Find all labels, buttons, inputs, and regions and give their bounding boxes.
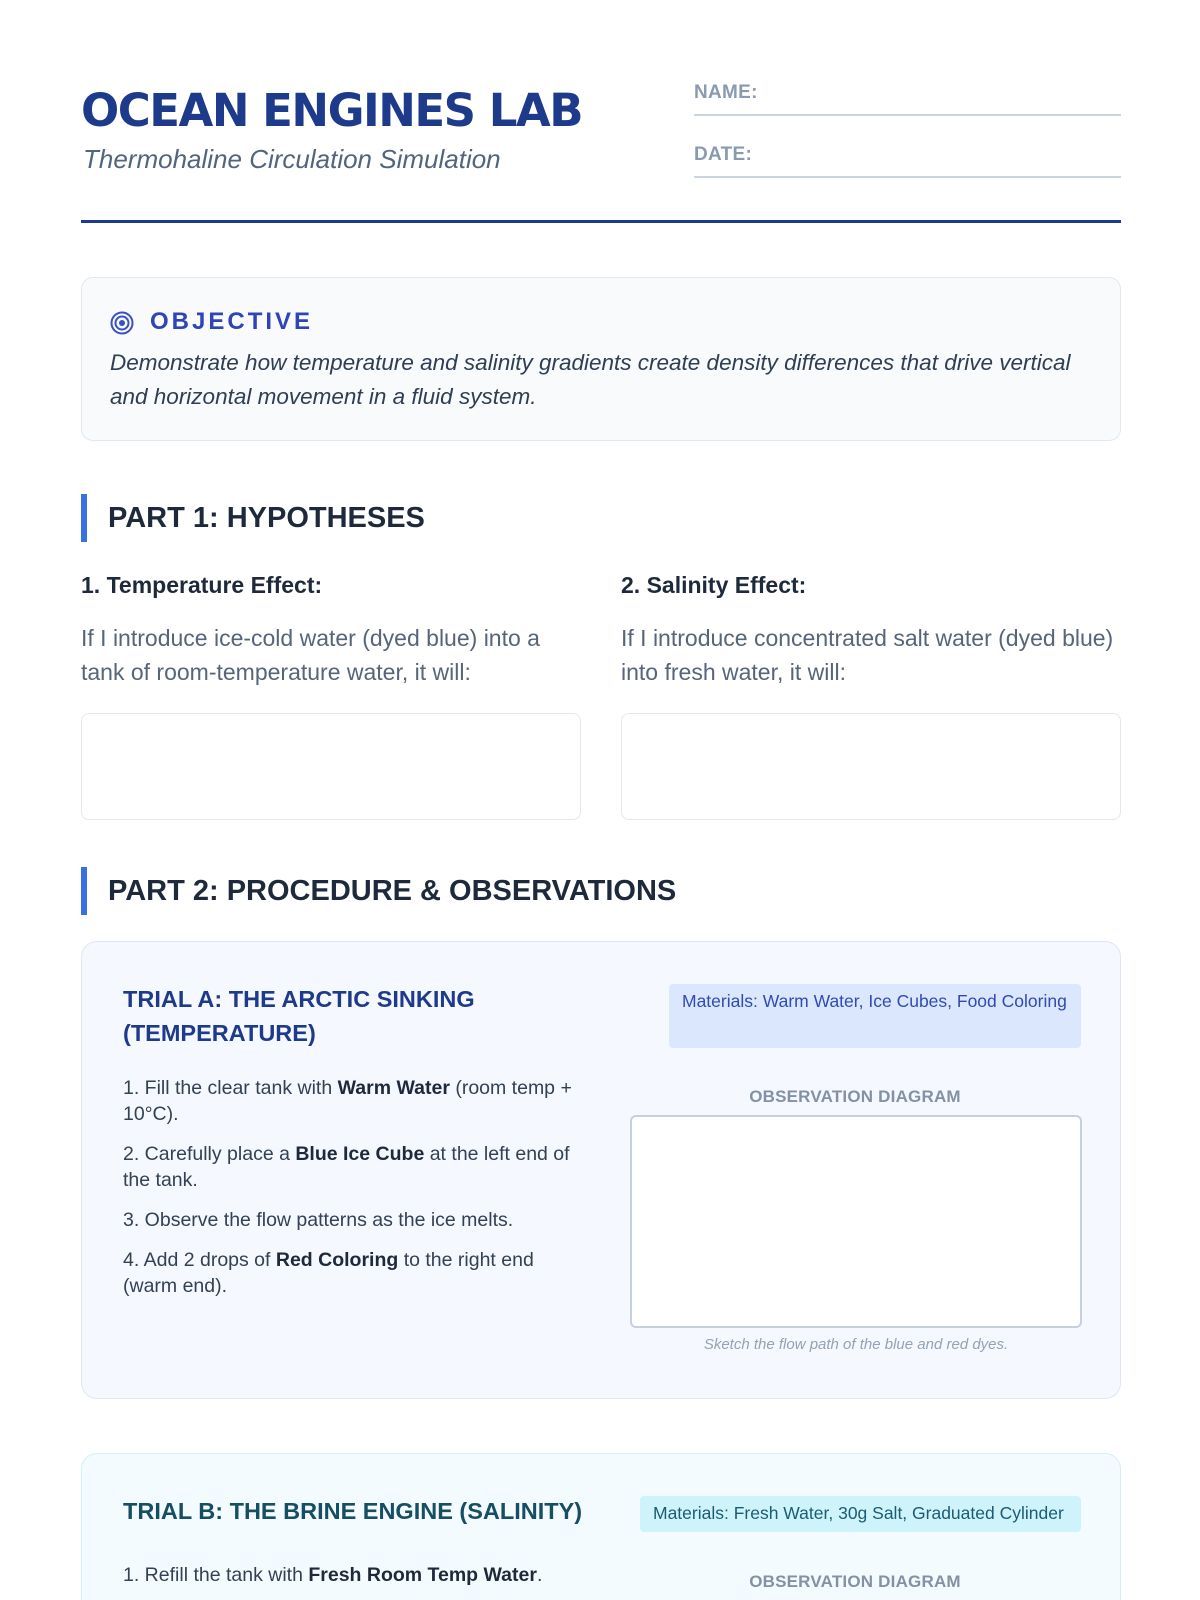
hypothesis-salinity bbox=[621, 568, 1121, 820]
procedure-step: 2. Carefully place a Blue Ice Cube at the left end of the tank. bbox=[123, 1143, 570, 1191]
name-field[interactable] bbox=[694, 76, 1121, 116]
observation-diagram-label: OBSERVATION DIAGRAM bbox=[749, 1572, 961, 1591]
observation-caption: Sketch the flow path of the blue and red dyes. bbox=[703, 1336, 1009, 1353]
part1-heading bbox=[81, 494, 425, 542]
hypothesis-temperature bbox=[81, 568, 581, 820]
materials-badge: Materials: Warm Water, Ice Cubes, Food Coloring bbox=[669, 984, 1081, 1048]
trial-a-card bbox=[81, 941, 1121, 1399]
observation-diagram-label: OBSERVATION DIAGRAM bbox=[749, 1087, 961, 1106]
procedure-step: 3. Observe the flow patterns as the ice melts. bbox=[123, 1209, 514, 1231]
trial-title: TRIAL B: THE BRINE ENGINE (SALINITY) bbox=[123, 1498, 583, 1524]
objective-text: Demonstrate how temperature and salinity gradients create density differences that drive vertical and horizontal movement in a fluid system. bbox=[110, 350, 1071, 409]
name-label: NAME: bbox=[694, 82, 758, 103]
date-field[interactable] bbox=[694, 138, 1121, 178]
part2-heading-text: PART 2: PROCEDURE & OBSERVATIONS bbox=[108, 875, 677, 907]
hypothesis-title: 1. Temperature Effect: bbox=[81, 572, 323, 598]
page-subtitle: Thermohaline Circulation Simulation bbox=[83, 144, 501, 174]
hypothesis-title: 2. Salinity Effect: bbox=[621, 572, 807, 598]
procedure-step: 1. Fill the clear tank with Warm Water (room temp + 10°C). bbox=[123, 1077, 572, 1125]
procedure-steps bbox=[123, 1075, 583, 1313]
hypothesis-answer-box[interactable] bbox=[621, 713, 1121, 820]
observation-diagram-box[interactable] bbox=[630, 1115, 1082, 1328]
procedure-step: 4. Add 2 drops of Red Coloring to the right end (warm end). bbox=[123, 1249, 534, 1297]
procedure-step: 1. Refill the tank with Fresh Room Temp Water. bbox=[123, 1564, 543, 1586]
hypothesis-prompt: If I introduce concentrated salt water (dyed blue) into fresh water, it will: bbox=[621, 625, 1114, 685]
target-icon bbox=[110, 311, 134, 335]
materials-badge: Materials: Fresh Water, 30g Salt, Graduated Cylinder bbox=[640, 1496, 1081, 1532]
trial-b-card bbox=[81, 1453, 1121, 1600]
objective-card bbox=[81, 277, 1121, 441]
trial-title: TRIAL A: THE ARCTIC SINKING (TEMPERATURE) bbox=[123, 986, 475, 1046]
date-label: DATE: bbox=[694, 144, 753, 165]
procedure-steps bbox=[123, 1562, 603, 1600]
part2-heading bbox=[81, 867, 676, 915]
hypothesis-prompt: If I introduce ice-cold water (dyed blue) into a tank of room-temperature water, it will: bbox=[81, 625, 540, 685]
hypothesis-answer-box[interactable] bbox=[81, 713, 581, 820]
part1-heading-text: PART 1: HYPOTHESES bbox=[108, 502, 425, 534]
objective-label: OBJECTIVE bbox=[150, 308, 314, 335]
worksheet-header bbox=[81, 76, 1121, 223]
page-title: OCEAN ENGINES LAB bbox=[81, 84, 583, 137]
